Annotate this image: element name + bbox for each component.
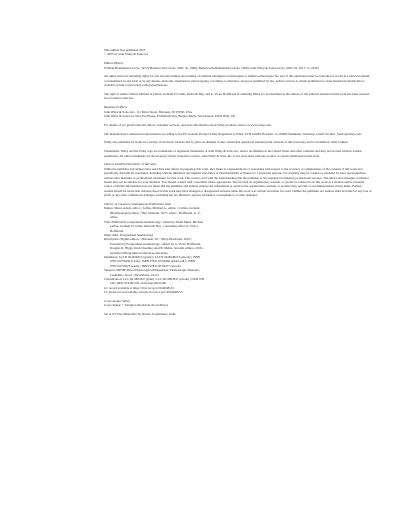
formats-paragraph: Wiley also publishes its books in a variety of electronic formats and by print-on-demand. Some content that appears in standard print versions of this book may not be available in other formats. (104, 140, 349, 145)
cataloging-subjects: Subjects: MESH: Blood Physiological Phenomena | Hematologic Diseases | (104, 268, 200, 273)
trademarks-paragraph: Trademarks: Wiley and the Wiley logo are trademarks or registered trademarks of John Wiley & Sons, Inc. and/or its affiliates in the United States and other countries and may not be used without written permission. All other trademarks are the property of their respective owners. John Wiley & Sons, Inc. is not associated with any product or vendor mentioned in this book. (104, 149, 362, 158)
typesetting-line: Set in 9.5/12pt MinionPro by Straive, Pondicherry, India (104, 312, 176, 317)
cataloging-classification: Classification: LCC RC280.H47 (print) | LCC RC280.H47 (ebook) | NLM WH (104, 276, 205, 281)
cataloging-names-cont: (Haematologist) editor. | Hay, Deborah, 1977- editor. | Hoffbrand, A. V., (110, 210, 201, 215)
lc-ebook-record-link: LC ebook record available at https://lccn.loc.gov/2024048153 (104, 290, 183, 295)
cataloging-subjects-cont: Leukemia--blood | Thrombosis--blood (110, 272, 159, 277)
copyright-text-block (104, 48, 372, 317)
authors-rights-paragraph: The right of Adam J Mead, Michael A Laffan, Graham P Collins, Deborah Hay, and A. Victor Hoffbrand (Consulting Editor) to be identified as the authors of the editorial material in this work has been asserted in accordance with law. (104, 92, 370, 101)
rights-paragraph: All rights reserved, including rights for text and data mining and training of artificial intelligence technologies or similar technologies. No part of this publication may be reproduced, stored in a retrieval system, or transmitted, in any form or by any means, electronic, mechanical, photocopying, recording or otherwise, except as permitted by law. Advice on how to obtain permission to reuse material from this title is available at http://www.wiley.com/go/permissions. (104, 74, 370, 88)
cataloging-names: Names: Mead, Adam, editor. | Laffan, Michael A., editor. | Collins, Graham (104, 206, 200, 211)
office-us: John Wiley & Sons, Inc., 111 River Street, Hoboken, NJ 07030, USA (104, 109, 192, 114)
edition-history-text: William Heinemann Ltd (1e, 1972), Butterworth Ltd (2e, 1981; 3e, 1989), Butterworth-Heinemann Ltd (4e, 1999), John Wiley & Sons Ltd (5e, 2005; 6e, 2011; 7e, 2016) (104, 65, 319, 70)
cataloging-heading: Library of Congress Cataloging-in-Publication Data (104, 202, 172, 207)
office-uk: John Wiley & Sons Ltd, New Era House, 8 Oldlands Way, Bognor Regis, West Sussex, PO22 9NQ, UK (104, 114, 236, 119)
cataloging-other-titles: Other titles: Postgraduate haematology (104, 232, 154, 237)
cover-design-credit: Cover design: Wiley (104, 298, 130, 303)
cataloging-identifiers-cont: 9781119756439 (cloth) | ISBN 9781119756460 (adobe pdf) | ISBN (110, 259, 195, 264)
cataloging-title-cont: Laffan, Graham P Collins, Deborah Hay ; consulting editor, A. Victor (110, 224, 198, 229)
cataloging-classification-cont: 100 | DDC 616.99/418--dc23/eng/20241206 (110, 281, 166, 286)
cataloging-title-cont: Hoffbrand. (110, 228, 124, 233)
cataloging-identifiers: Identifiers: LCCN 2024048152 (print) | LCCN 2024048153 (ebook) | ISBN (104, 254, 200, 259)
lc-record-link: LC record available at https://lccn.loc.gov/2024048152 (104, 285, 174, 290)
registered-offices-heading: Registered Offices (104, 105, 128, 110)
cataloging-description-cont: Preceded by Postgraduate haematology / edited by A. Victor Hoffbrand, (110, 241, 202, 246)
liability-text: While the publisher and authors have used their best efforts in preparing this work, they make no representations or warranties with respect to the accuracy or completeness of the contents of this work and specifically disclaim all warranties, including without limitation any implied warranties of merchantability or fitness for a particular purpose. No warranty may be created or extended by sales representatives, written sales materials or promotional statements for this work. This work is sold with the understanding that the publisher is not engaged in rendering professional services. The advice and strategies contained herein may not be suitable for your situation. You should consult with a specialist where appropriate. The fact that an organization, website, or product is referred to in this work as a citation and/or potential source of further information does not mean that the publisher and authors endorse the information or services the organization, website, or product may provide or recommendations it may make. Further, readers should be aware that websites listed in this work may have changed or disappeared between when this work was written and when it is read. Neither the publisher nor authors shall be liable for any loss of profit or any other commercial damages, including but not limited to special, incidental, consequential, or other damages. (104, 166, 372, 198)
cataloging-description-cont: Includes bibliographical references and index. (110, 250, 169, 255)
edition-line: This edition first published 2025 (104, 48, 146, 52)
cataloging-identifiers-cont: 9781119756476 (epub) | ISBN 9781119756477 (ebook) (110, 263, 181, 268)
eu-representative-paragraph: The manufacturer's authorized representative according to the EU General Product Safety Regulation is Wiley-VCH GmbH, Boschstr. 12, 69469 Weinheim, Germany, e-mail: Product_Safety@wiley.com. (104, 131, 362, 136)
cover-image-credit: Cover image: © Design Cells/Adobe Stock Photos (104, 303, 169, 308)
cataloging-names-cont: editor. (110, 215, 119, 220)
editorial-offices-paragraph: For details of our global editorial offices, customer services, and more information about Wiley products visit us at www.wiley.com. (104, 122, 272, 127)
edition-history-heading: Edition History (104, 61, 124, 66)
cataloging-title: Title: Hoffbrand's postgraduate haematology / edited by Adam Mead, Michael (104, 219, 203, 224)
cataloging-description-cont: Douglas R. Higgs, David Keeling, Atul B. Mehta. Seventh edition. 2016. | (110, 246, 204, 251)
cataloging-description: Description: Eighth edition. | Hoboken, NJ : Wiley-Blackwell, 2025. | (104, 237, 193, 242)
copyright-line: © 2025 by John Wiley & Sons Ltd (104, 52, 148, 57)
liability-heading: Limit of Liability/Disclaimer of Warranty (104, 162, 157, 167)
